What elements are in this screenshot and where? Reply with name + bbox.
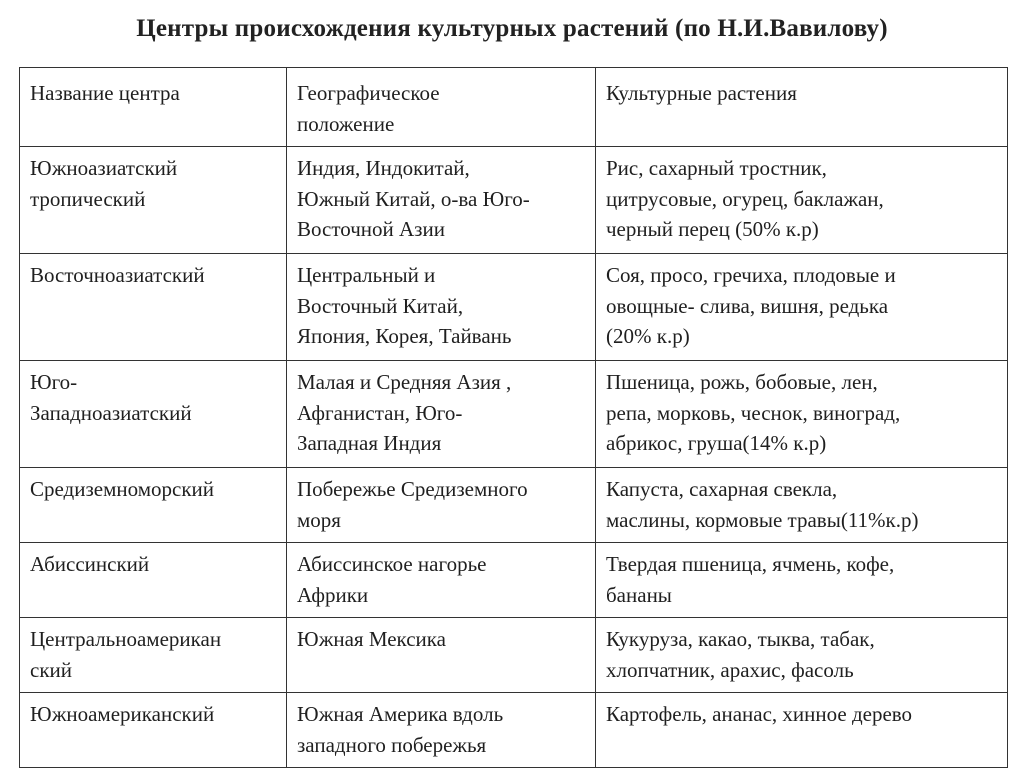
cell-geographic-location [287, 618, 596, 693]
cell-cultivated-plants [596, 693, 1008, 768]
table-row [20, 618, 1008, 693]
cell-line: Афганистан, Юго- [297, 400, 463, 425]
cell-cultivated-plants [596, 543, 1008, 618]
cell-center-name [20, 468, 287, 543]
cell-line: Центральноамерикан [30, 627, 222, 651]
table-row [20, 147, 1008, 254]
cell-center-name [20, 693, 287, 768]
cell-line: Южноамериканский [30, 702, 215, 726]
cell-line: Побережье Средиземного [297, 477, 528, 501]
cell-line: цитрусовые, огурец, баклажан, [606, 186, 884, 211]
cell-cultivated-plants [596, 468, 1008, 543]
cell-line: Твердая пшеница, ячмень, кофе, [606, 552, 895, 576]
cell-line: Малая и Средняя Азия , [297, 370, 512, 394]
header-geographic-location [287, 68, 596, 147]
cell-line: Кукуруза, какао, тыква, табак, [606, 627, 875, 651]
cell-line: Название центра [30, 81, 180, 105]
cell-line: Южная Америка вдоль [297, 702, 504, 726]
cell-line: Соя, просо, гречиха, плодовые и [606, 263, 896, 287]
cell-geographic-location [287, 254, 596, 361]
cell-line: Картофель, ананас, хинное дерево [606, 702, 913, 726]
table-row [20, 468, 1008, 543]
cell-line: Индия, Индокитай, [297, 156, 470, 180]
cell-line: абрикос, груша(14% к.р) [606, 431, 827, 455]
cell-center-name [20, 543, 287, 618]
cell-center-name [20, 618, 287, 693]
cell-line: Пшеница, рожь, бобовые, лен, [606, 370, 878, 394]
cell-line: Абиссинское нагорье [297, 552, 487, 576]
cell-geographic-location [287, 468, 596, 543]
cell-line: Капуста, сахарная свекла, [606, 477, 838, 501]
cell-line: Африки [297, 582, 369, 607]
cell-cultivated-plants [596, 147, 1008, 254]
centers-table [19, 67, 1008, 768]
cell-line: Восточной Азии [297, 217, 445, 241]
cell-geographic-location [287, 693, 596, 768]
cell-line: Япония, Корея, Тайвань [297, 324, 512, 348]
cell-line: Западноазиатский [30, 400, 192, 425]
cell-line: Рис, сахарный тростник, [606, 156, 827, 180]
cell-center-name [20, 147, 287, 254]
cell-line: Южная Мексика [297, 627, 446, 651]
cell-line: (20% к.р) [606, 324, 690, 348]
cell-line: Южноазиатский [30, 156, 178, 180]
cell-line: ский [30, 657, 72, 682]
cell-line: Абиссинский [30, 552, 150, 576]
cell-line: Южный Китай, о-ва Юго- [297, 186, 530, 211]
cell-line: западного побережья [297, 732, 487, 757]
cell-geographic-location [287, 543, 596, 618]
cell-cultivated-plants [596, 254, 1008, 361]
cell-line: Культурные растения [606, 81, 797, 105]
cell-line: репа, морковь, чеснок, виноград, [606, 400, 901, 425]
cell-line: положение [297, 111, 395, 136]
cell-line: Географическое [297, 81, 440, 105]
cell-line: хлопчатник, арахис, фасоль [606, 657, 854, 682]
cell-line: Центральный и [297, 263, 436, 287]
cell-line: маслины, кормовые травы(11%к.р) [606, 507, 919, 532]
cell-line: Средиземноморский [30, 477, 215, 501]
cell-line: Восточный Китай, [297, 293, 464, 318]
cell-geographic-location [287, 361, 596, 468]
cell-line: моря [297, 507, 341, 532]
header-center-name [20, 68, 287, 147]
cell-line: овощные- слива, вишня, редька [606, 293, 889, 318]
cell-line: Юго- [30, 370, 78, 394]
page-title: Центры происхождения культурных растений (по Н.И.Вавилову) [136, 15, 888, 42]
cell-line: черный перец (50% к.р) [606, 217, 819, 241]
cell-line: Восточноазиатский [30, 263, 205, 287]
header-row [20, 68, 1008, 147]
cell-cultivated-plants [596, 361, 1008, 468]
cell-line: Западная Индия [297, 431, 442, 455]
table-row [20, 693, 1008, 768]
cell-cultivated-plants [596, 618, 1008, 693]
header-cultivated-plants [596, 68, 1008, 147]
table-row [20, 254, 1008, 361]
cell-line: бананы [606, 582, 672, 607]
table-row [20, 543, 1008, 618]
cell-center-name [20, 361, 287, 468]
table-row [20, 361, 1008, 468]
cell-line: тропический [30, 186, 146, 211]
cell-center-name [20, 254, 287, 361]
cell-geographic-location [287, 147, 596, 254]
